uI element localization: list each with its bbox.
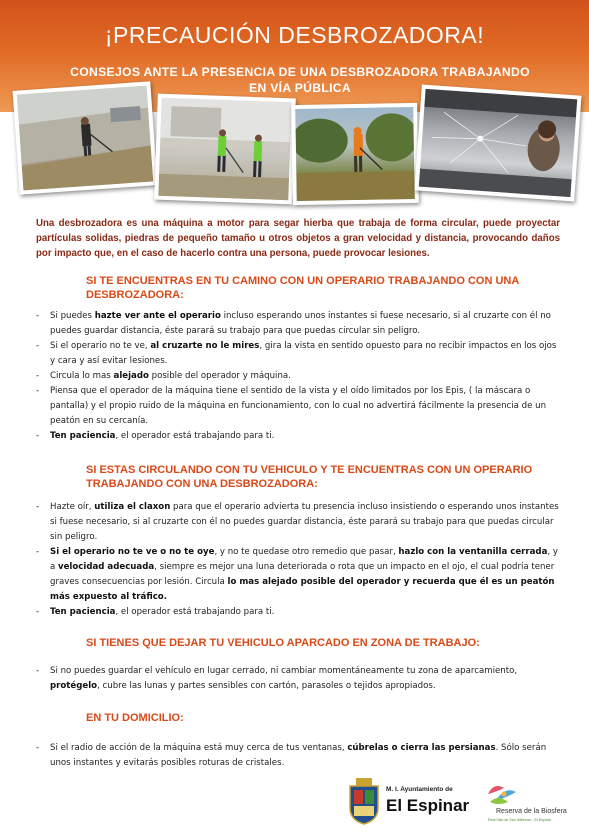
el-espinar-logo [346, 776, 486, 828]
item-text: . Sólo serán unos instantes y evitarás posibles roturas de cristales. [50, 743, 547, 768]
list-pedestrian [36, 309, 560, 444]
list-item [36, 309, 560, 339]
photo-workers-street [154, 94, 296, 205]
page-title: ¡PRECAUCIÓN DESBROZADORA! [104, 22, 485, 48]
list-item [36, 384, 560, 429]
emphasis-text: cúbrelas o cierra las persianas [347, 743, 496, 753]
bullet-dash: - [36, 666, 40, 676]
list-vehicle [36, 500, 560, 620]
item-text: , el operador está trabajando para ti. [115, 431, 275, 441]
photo-road-worker [13, 81, 158, 194]
biosphere-label: Reserva de la Biosfera [496, 808, 567, 815]
list-home [36, 741, 560, 771]
bullet-dash: - [36, 311, 40, 321]
item-text: Circula lo mas [50, 371, 114, 381]
intro-paragraph: Una desbrozadora es una máquina a motor para segar hierba que trabaja de forma circular, puede proyectar partículas solidas, piedras de pequeño tamaño u otros objetos a gran velocidad y distancia, provocando daños por impacto que, en el caso de hacerlo contra una persona, puede provocar lesiones. [36, 218, 560, 259]
list-parked-vehicle [36, 664, 560, 694]
list-item [36, 545, 560, 605]
list-item [36, 605, 560, 620]
emphasis-text: protégelo [50, 681, 98, 691]
list-item [36, 369, 560, 384]
list-item [36, 741, 560, 771]
item-text: Si no puedes guardar el vehículo en lugar cerrado, ni cambiar momentáneamente tu zona de aparcamiento, [50, 666, 518, 676]
emphasis-text: utiliza el claxon [94, 502, 171, 512]
item-text: , y a [50, 547, 558, 572]
emphasis-text: velocidad adecuada [58, 562, 155, 572]
bullet-dash: - [36, 743, 40, 753]
bullet-dash: - [36, 547, 40, 557]
emphasis-text: Ten paciencia [50, 607, 116, 617]
list-item [36, 500, 560, 545]
photo-broken-windshield [414, 85, 581, 202]
photo-worker-trees [291, 103, 419, 205]
biosphere-sublabel: Real Sitio de San Ildefonso - El Espinar [488, 818, 551, 822]
item-text: Si el operario no te ve, [50, 341, 151, 351]
item-text: , gira la vista en sentido opuesto para no recibir impactos en los ojos y cara y así evitar lesiones. [50, 341, 557, 366]
emphasis-text: lo mas alejado posible del operador y recuerda que él es un peatón más expuesto al tráfico. [50, 577, 555, 602]
item-text: , siempre es mejor una luna deteriorada o rota que un impacto en el ojo, el cual podría tener graves consecuencias por lesión. Circula [50, 562, 555, 587]
bullet-dash: - [36, 431, 40, 441]
section-heading-home: EN TU DOMICILIO: [86, 712, 184, 724]
item-text: Piensa que el operador de la máquina tiene el sentido de la vista y el oído limitados por los Epis, ( la máscara o pantalla) y el propio ruido de la máquina en funcionamiento, con lo cual no advertirá fácilmente la presencia de un peatón en su cercanía. [50, 386, 547, 426]
emphasis-text: hazlo con la ventanilla cerrada [398, 547, 548, 557]
item-text: Si puedes [50, 311, 95, 321]
emphasis-text: Ten paciencia [50, 431, 116, 441]
bullet-dash: - [36, 502, 40, 512]
list-item [36, 339, 560, 369]
page-subtitle: CONSEJOS ANTE LA PRESENCIA DE UNA DESBROZADORA TRABAJANDO EN VÍA PÚBLICA [70, 65, 530, 95]
bullet-dash: - [36, 607, 40, 617]
section-heading-parked-vehicle: SI TIENES QUE DEJAR TU VEHICULO APARCADO EN ZONA DE TRABAJO: [86, 637, 480, 649]
emphasis-text: Si el operario no te ve o no te oye [50, 547, 215, 557]
item-text: posible del operador y máquina. [148, 371, 291, 381]
list-item [36, 664, 560, 694]
emphasis-text: al cruzarte no le mires [150, 341, 260, 351]
item-text: , y no te quedase otro remedio que pasar, [214, 547, 399, 557]
emphasis-text: hazte ver ante el operario [94, 311, 221, 321]
item-text: , el operador está trabajando para ti. [115, 607, 275, 617]
bullet-dash: - [36, 386, 40, 396]
council-small-label: M. I. Ayuntamiento de [386, 786, 453, 793]
biosphere-logo [478, 780, 578, 830]
section-heading-pedestrian: SI TE ENCUENTRAS EN TU CAMINO CON UN OPERARIO TRABAJANDO CON UNA DESBROZADORA: [86, 275, 519, 301]
item-text: Hazte oír, [50, 502, 95, 512]
item-text: para que el operario advierta tu presencia incluso insistiendo o esperando unos instantes si fuese necesario, si al cruzarte con él no puedes guardar distancia, éste parará su trabajo para que puedas circular sin peligro. [50, 502, 559, 542]
list-item [36, 429, 560, 444]
council-name: El Espinar [386, 796, 470, 815]
bullet-dash: - [36, 371, 40, 381]
section-heading-vehicle: SI ESTAS CIRCULANDO CON TU VEHICULO Y TE ENCUENTRAS CON UN OPERARIO TRABAJANDO CON UNA DESBROZADORA: [86, 464, 533, 490]
item-text: , cubre las lunas y partes sensibles con cartón, parasoles o tejidos apropiados. [97, 681, 436, 691]
emphasis-text: alejado [113, 371, 149, 381]
item-text: Si el radio de acción de la máquina está muy cerca de tus ventanas, [50, 743, 348, 753]
item-text: incluso esperando unos instantes si fuese necesario, si al cruzarte con él no puedes guardar distancia, éste parará su trabajo para que puedas circular sin peligro. [50, 311, 551, 336]
bullet-dash: - [36, 341, 40, 351]
